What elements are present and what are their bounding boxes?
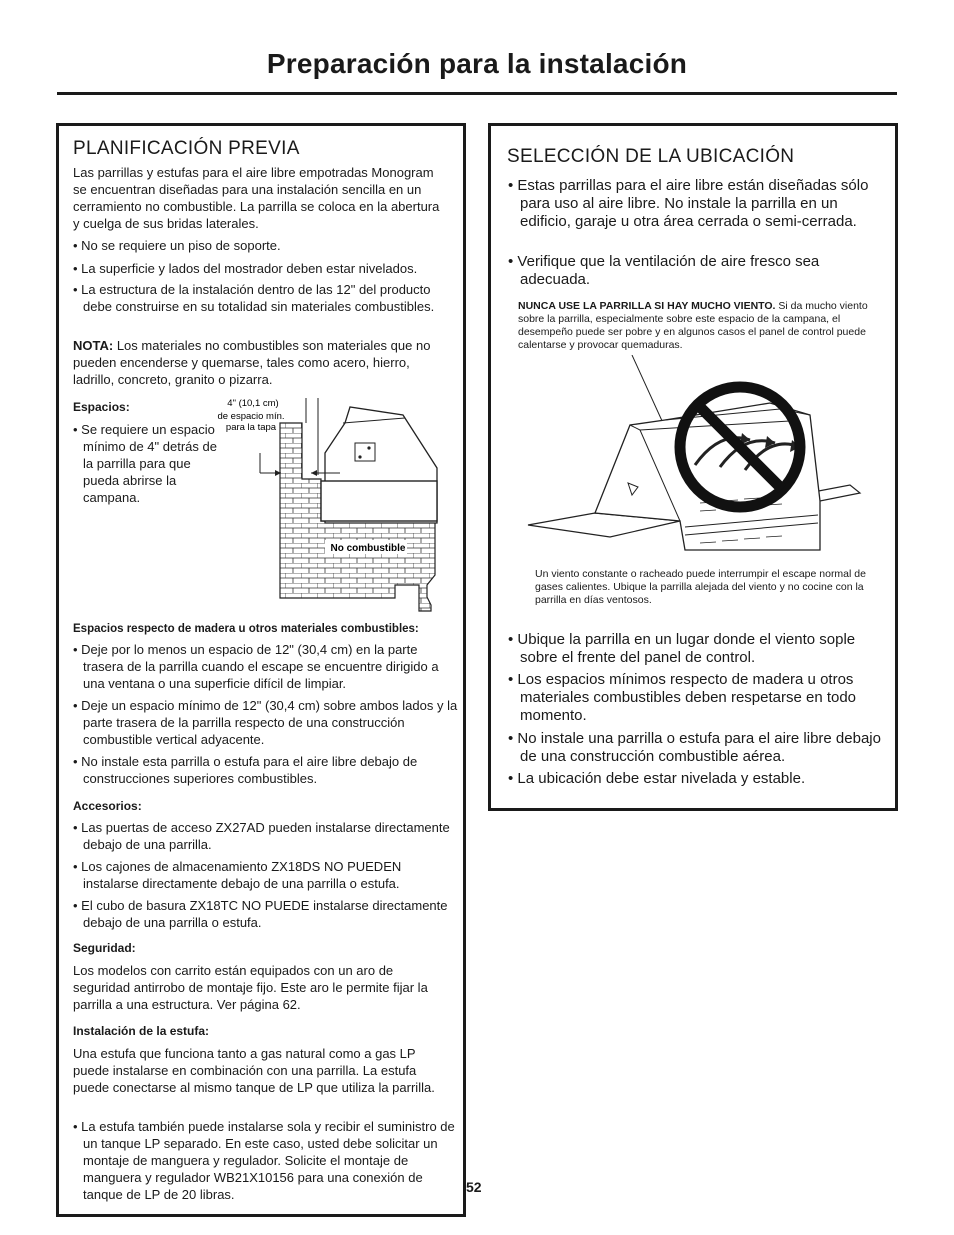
location-bullet: • Los espacios mínimos respecto de madera u otros materiales combustibles deben respetarse en todo momento. [508,671,857,724]
planning-intro: Las parrillas y estufas para el aire libre empotradas Monogram se encuentran diseñadas para una instalación sencilla en un cerramiento no combustible. La parrilla se coloca en la abertura y cuelga de sus bridas laterales. [73,165,440,231]
clearance-diagram [205,393,455,615]
accesorios-label: Accesorios: [73,799,142,813]
wind-warning-text: Si da mucho viento sobre la parrilla, especialmente sobre este espacio de la campana, el desempeño puede ser pobre y en algunos casos el panel de control puede calentarse y provocar quemaduras. [518,300,868,351]
planning-bullet: • La superficie y lados del mostrador deben estar nivelados. [73,261,418,276]
accesorios-bullet: • Los cajones de almacenamiento ZX18DS NO PUEDEN instalarse directamente debajo de una parrilla o estufa. [73,859,402,891]
accesorios-bullet: • Las puertas de acceso ZX27AD pueden instalarse directamente debajo de una parrilla. [73,820,450,852]
planning-bullet: • La estructura de la instalación dentro de las 12" del producto debe construirse en su totalidad sin materiales combustibles. [73,282,435,314]
combustibles-bullet: • Deje por lo menos un espacio de 12" (30,4 cm) en la parte trasera de la parrilla cuando el escape se encuentre dirigido a una ventana o una superficie difícil de limpiar. [73,642,439,691]
accesorios-bullet: • El cubo de basura ZX18TC NO PUEDE instalarse directamente debajo de una parrilla o estufa. [73,898,448,930]
title-rule [57,92,897,95]
espacios-bullet: • Se requiere un espacio mínimo de 4" detrás de la parrilla para que pueda abrirse la campana. [73,422,217,505]
location-bullet: • La ubicación debe estar nivelada y estable. [508,770,806,787]
estufa-text: Una estufa que funciona tanto a gas natural como a gas LP puede instalarse en combinación con una parrilla. La estufa puede conectarse al mismo tanque de LP que utiliza la parrilla. [73,1046,435,1095]
location-bullet: • Ubique la parrilla en un lugar donde el viento sople sobre el frente del panel de control. [508,631,856,666]
wind-warning [518,300,868,352]
page-title: Preparación para la instalación [266,48,688,79]
callout-line1: 4" (10,1 cm) [227,398,279,409]
wind-caption: Un viento constante o racheado puede interrumpir el escape normal de gases calientes. Ubique la parrilla alejada del viento y no cocine con la parrilla en días ventosos. [535,568,866,606]
espacios-label: Espacios: [73,400,130,414]
wind-diagram [520,355,865,560]
planning-heading: PLANIFICACIÓN PREVIA [73,138,300,159]
callout-line2: de espacio mín. [217,411,285,422]
location-bullet: • Verifique que la ventilación de aire fresco sea adecuada. [508,253,820,288]
noncombustible-label: No combustible [330,543,406,554]
location-heading: SELECCIÓN DE LA UBICACIÓN [507,146,795,167]
estufa-label: Instalación de la estufa: [73,1024,210,1038]
combustibles-label: Espacios respecto de madera u otros materiales combustibles: [73,623,419,635]
nota-paragraph [73,337,448,388]
estufa-bullet: • La estufa también puede instalarse sola y recibir el suministro de un tanque LP separado. En este caso, usted debe solicitar un montaje de manguera y regulador. Solicite el montaje de manguera y regulador WB21X10156 para una conexión de tanque de LP de 20 libras. [73,1119,455,1202]
planning-bullet: • No se requiere un piso de soporte. [73,238,281,253]
combustibles-bullet: • No instale esta parrilla o estufa para el aire libre debajo de construcciones superiores combustibles. [73,754,418,786]
wind-warning-bold: NUNCA USE LA PARRILLA SI HAY MUCHO VIENTO. [518,300,776,312]
nota-label: NOTA: [73,338,114,353]
seguridad-label: Seguridad: [73,941,136,955]
page-number: 52 [466,1179,482,1195]
seguridad-text: Los modelos con carrito están equipados con un aro de seguridad antirrobo de montaje fijo. Este aro le permite fijar la parrilla a una estructura. Ver página 62. [73,963,428,1012]
combustibles-bullet: • Deje un espacio mínimo de 12" (30,4 cm) sobre ambos lados y la parte trasera de la parrilla respecto de una construcción combustible vertical adyacente. [73,698,458,747]
location-bullet: • No instale una parrilla o estufa para el aire libre debajo de una construcción combustible aérea. [508,730,881,765]
nota-text: Los materiales no combustibles son materiales que no pueden encenderse y quemarse, tales como acero, hierro, ladrillo, concreto, granito o pizarra. [73,338,431,387]
callout-line3: para la tapa [225,422,277,433]
location-bullet: • Estas parrillas para el aire libre están diseñadas sólo para uso al aire libre. No instale la parrilla en un edificio, garaje u otra área cerrada o semi-cerrada. [508,177,869,230]
